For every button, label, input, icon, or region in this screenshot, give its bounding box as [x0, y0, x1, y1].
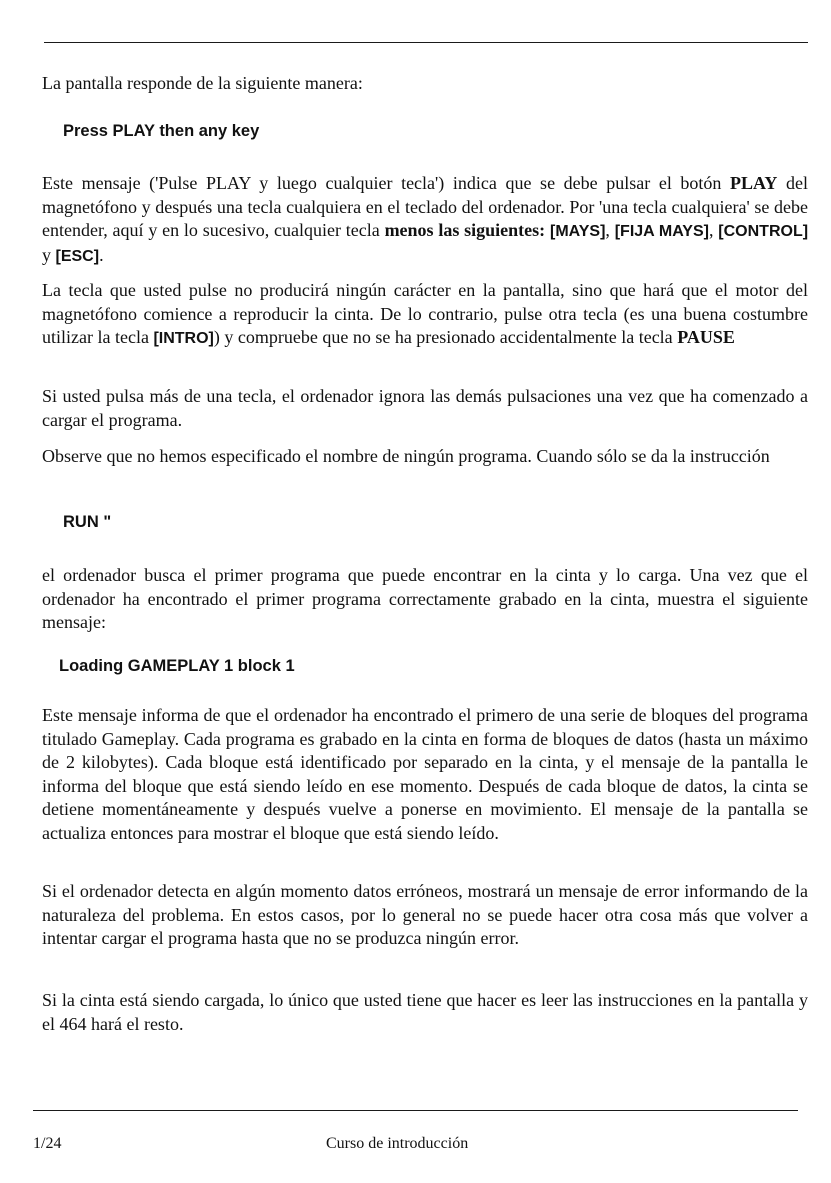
bold-play: PLAY [730, 173, 778, 193]
paragraph-loading-done: Si la cinta está siendo cargada, lo único que usted tiene que hacer es leer las instrucciones en la pantalla y el 464 hará el resto. [42, 990, 808, 1034]
paragraph-play-explanation: Este mensaje ('Pulse PLAY y luego cualquier tecla') indica que se debe pulsar el botón PLAY del magnetófono y después una tecla cualquiera en el teclado del ordenador. Por 'una tecla cualquiera' se debe entender, aquí y en lo sucesivo, cualquier tecla menos las siguientes: [MAYS], [FIJA MAYS], [CONTROL] y [ESC]. [42, 173, 809, 265]
screen-message-loading: Loading GAMEPLAY 1 block 1 [59, 657, 295, 675]
text-run: Este mensaje ('Pulse PLAY y luego cualquier tecla') indica que se debe pulsar el botón [42, 173, 731, 193]
screen-message-play: Press PLAY then any key [63, 122, 260, 140]
paragraph-multiple-keys: Si usted pulsa más de una tecla, el ordenador ignora las demás pulsaciones una vez que ha comenzado a cargar el programa. [42, 386, 808, 430]
command-run: RUN " [63, 513, 112, 531]
paragraph-errors: Si el ordenador detecta en algún momento datos erróneos, mostrará un mensaje de error informando de la naturaleza del problema. En estos casos, por lo general no se puede hacer otra cosa más que volver a intentar cargar el programa hasta que no se produzca ningún error. [42, 881, 808, 948]
paragraph-first-program: el ordenador busca el primer programa que puede encontrar en la cinta y lo carga. Una vez que el ordenador ha encontrado el primer programa correctamente grabado en la cinta, muestra el siguiente mensaje: [42, 565, 808, 632]
text-run: ) y compruebe que no se ha presionado accidentalmente la tecla [213, 327, 678, 347]
key-fija-mays: [FIJA MAYS] [614, 223, 709, 240]
key-esc: [ESC] [55, 247, 100, 265]
text-run: y [42, 244, 56, 265]
key-mays: [MAYS] [549, 223, 606, 240]
intro-text: La pantalla responde de la siguiente manera: [42, 73, 363, 93]
text-run: del magnetófono y después una tecla cualquiera en el teclado del ordenador. Por 'una tecla cualquiera' se debe entender, aquí y en lo sucesivo, cualquier tecla [42, 173, 808, 240]
text-run: . [99, 244, 104, 265]
top-rule [44, 42, 808, 43]
bold-pause: PAUSE [677, 327, 735, 347]
bold-except: menos las siguientes: [384, 220, 546, 240]
bottom-rule [33, 1110, 798, 1111]
paragraph-key-effect [42, 279, 808, 351]
key-control: [CONTROL] [718, 223, 809, 240]
footer-title: Curso de introducción [326, 1135, 469, 1152]
paragraph-no-name: Observe que no hemos especificado el nombre de ningún programa. Cuando sólo se da la instrucción [42, 446, 770, 466]
key-intro: [INTRO] [153, 330, 214, 347]
paragraph-blocks: Este mensaje informa de que el ordenador ha encontrado el primero de una serie de bloques del programa titulado Gameplay. Cada programa es grabado en la cinta en forma de bloques de datos (hasta un máximo de 2 kilobytes). Cada bloque está identificado por separado en la cinta, y el mensaje de la pantalla le informa del bloque que está siendo leído en ese momento. Después de cada bloque de datos, la cinta se detiene momentáneamente y después vuelve a ponerse en movimiento. El mensaje de la pantalla se actualiza entonces para mostrar el bloque que está siendo leído. [42, 705, 808, 843]
text-run: La tecla que usted pulse no producirá ningún carácter en la pantalla, sino que hará que el motor del magnetófono comience a reproducir la cinta. De lo contrario, pulse otra tecla (es una buena costumbre utilizar la tecla [42, 280, 808, 347]
page-number: 1/24 [33, 1135, 62, 1152]
